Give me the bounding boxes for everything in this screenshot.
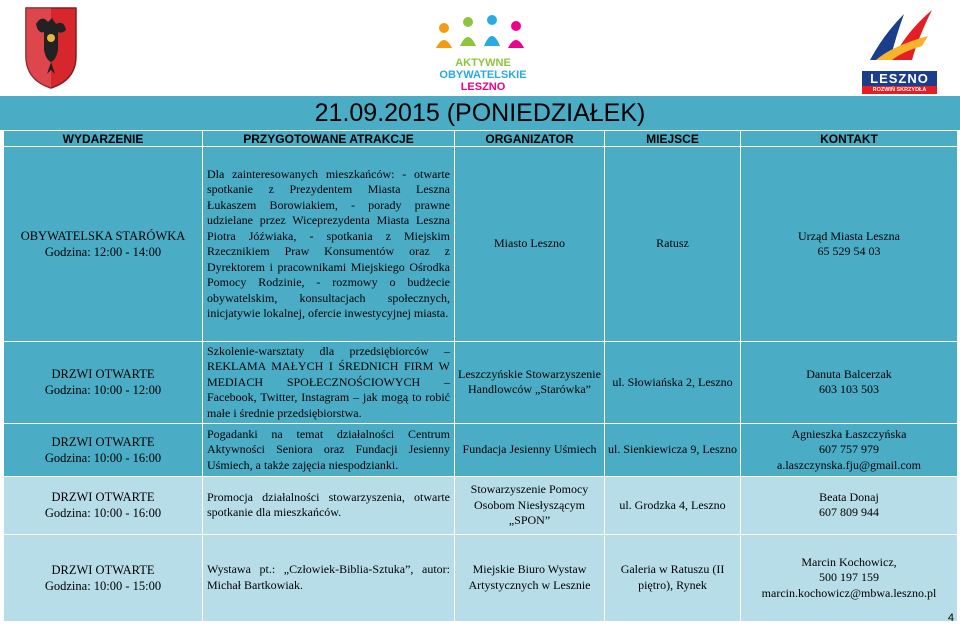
- aktywne-obywatelskie-leszno-logo: [418, 12, 548, 92]
- column-header-organizer: ORGANIZATOR: [455, 131, 605, 147]
- table-row: [4, 147, 958, 342]
- place-cell: ul. Grodzka 4, Leszno: [605, 477, 741, 535]
- description-cell: Wystawa pt.: „Człowiek-Biblia-Sztuka”, autor: Michał Bartkowiak.: [203, 534, 455, 621]
- contact-name: Beata Donaj: [819, 489, 879, 504]
- event-hours: Godzina: 10:00 - 12:00: [44, 383, 162, 398]
- event-hours: Godzina: 10:00 - 15:00: [44, 578, 162, 593]
- place-cell: ul. Sienkiewicza 9, Leszno: [605, 423, 741, 476]
- logo-leszno-word: LESZNO: [862, 71, 937, 86]
- contact-name: Agnieszka Łaszczyńska: [791, 426, 907, 441]
- logo-tagline: ROZWIŃ SKRZYDŁA: [862, 86, 937, 94]
- place-cell: Ratusz: [605, 147, 741, 342]
- event-cell: [4, 147, 203, 342]
- table-row: [4, 423, 958, 476]
- place-cell: ul. Słowiańska 2, Leszno: [605, 342, 741, 423]
- event-name: DRZWI OTWARTE: [51, 434, 155, 449]
- leszno-city-brand-logo: [862, 6, 937, 92]
- contact-phone: 607 757 979: [819, 442, 879, 457]
- event-name: DRZWI OTWARTE: [51, 367, 155, 382]
- contact-cell: [741, 477, 958, 535]
- contact-cell: [741, 423, 958, 476]
- column-header-attractions: PRZYGOTOWANE ATRAKCJE: [203, 131, 455, 147]
- events-table: [3, 130, 958, 622]
- contact-name: Danuta Balcerzak: [806, 366, 892, 381]
- event-cell: [4, 534, 203, 621]
- event-hours: Godzina: 10:00 - 16:00: [44, 450, 162, 465]
- place-cell: Galeria w Ratuszu (II piętro), Rynek: [605, 534, 741, 621]
- contact-cell: [741, 534, 958, 621]
- page-title: 21.09.2015 (PONIEDZIAŁEK): [314, 99, 646, 127]
- contact-email: marcin.kochowicz@mbwa.leszno.pl: [761, 585, 937, 600]
- page-number: 4: [947, 612, 954, 624]
- description-cell: Dla zainteresowanych mieszkańców: - otwarte spotkanie z Prezydentem Miasta Leszna Łukaszem Borowiakiem, - porady prawne udzielane przez Wiceprezydenta Miasta Leszna Piotra Jóźwiaka, - spotkania z Miejskim Rzecznikiem Praw Konsumentów oraz z Dyrektorem i pracownikami Miejskiego Ośrodka Pomocy Rodzinie, - rozmowy o budżecie obywatelskim, konsultacjach społecznych, inicjatywie lokalnej, ofercie inwestycyjnej miasta.: [203, 147, 455, 342]
- leszno-coat-of-arms-logo: [22, 4, 80, 90]
- event-hours: Godzina: 12:00 - 14:00: [44, 245, 162, 260]
- contact-phone: 607 809 944: [819, 505, 879, 520]
- logo-line-aktywne: AKTYWNE: [455, 57, 511, 69]
- contact-name: Marcin Kochowicz,: [801, 554, 897, 569]
- table-row: [4, 534, 958, 621]
- contact-cell: [741, 147, 958, 342]
- organizer-cell: Stowarzyszenie Pomocy Osobom Niesłyszącym „SPON”: [455, 477, 605, 535]
- event-name: OBYWATELSKA STARÓWKA: [20, 229, 186, 244]
- organizer-cell: Leszczyńskie Stowarzyszenie Handlowców „Starówka”: [455, 342, 605, 423]
- contact-phone: 500 197 159: [819, 570, 879, 585]
- event-cell: [4, 423, 203, 476]
- logo-line-obywatelskie: OBYWATELSKIE: [439, 69, 527, 81]
- contact-phone: 65 529 54 03: [817, 244, 881, 259]
- description-cell: Pogadanki na temat działalności Centrum Aktywności Seniora oraz Fundacji Jesienny Uśmiech, a także zajęcia niespodzianki.: [203, 423, 455, 476]
- colorful-figures-icon: [418, 12, 548, 52]
- event-hours: Godzina: 10:00 - 16:00: [44, 506, 162, 521]
- table-row: [4, 342, 958, 423]
- contact-cell: [741, 342, 958, 423]
- event-name: DRZWI OTWARTE: [51, 562, 155, 577]
- column-header-event: WYDARZENIE: [4, 131, 203, 147]
- contact-email: a.laszczynska.fju@gmail.com: [777, 457, 921, 472]
- wings-icon: [862, 6, 937, 66]
- description-cell: Promocja działalności stowarzyszenia, otwarte spotkanie dla mieszkańców.: [203, 477, 455, 535]
- column-header-place: MIEJSCE: [605, 131, 741, 147]
- organizer-cell: Miasto Leszno: [455, 147, 605, 342]
- table-header-row: [4, 131, 958, 147]
- event-name: DRZWI OTWARTE: [51, 490, 155, 505]
- contact-name: Urząd Miasta Leszna: [798, 228, 900, 243]
- table-row: [4, 477, 958, 535]
- event-cell: [4, 477, 203, 535]
- organizer-cell: Fundacja Jesienny Uśmiech: [455, 423, 605, 476]
- organizer-cell: Miejskie Biuro Wystaw Artystycznych w Lesznie: [455, 534, 605, 621]
- contact-phone: 603 103 503: [819, 382, 879, 397]
- event-cell: [4, 342, 203, 423]
- column-header-contact: KONTAKT: [741, 131, 958, 147]
- description-cell: Szkolenie-warsztaty dla przedsiębiorców – REKLAMA MAŁYCH I ŚREDNICH FIRM W MEDIACH SPOŁECZNOŚCIOWYCH – Facebook, Twitter, Instagram – jak mogą to robić małe i średnie przedsiębiorstwa.: [203, 342, 455, 423]
- logo-line-leszno: LESZNO: [460, 81, 506, 93]
